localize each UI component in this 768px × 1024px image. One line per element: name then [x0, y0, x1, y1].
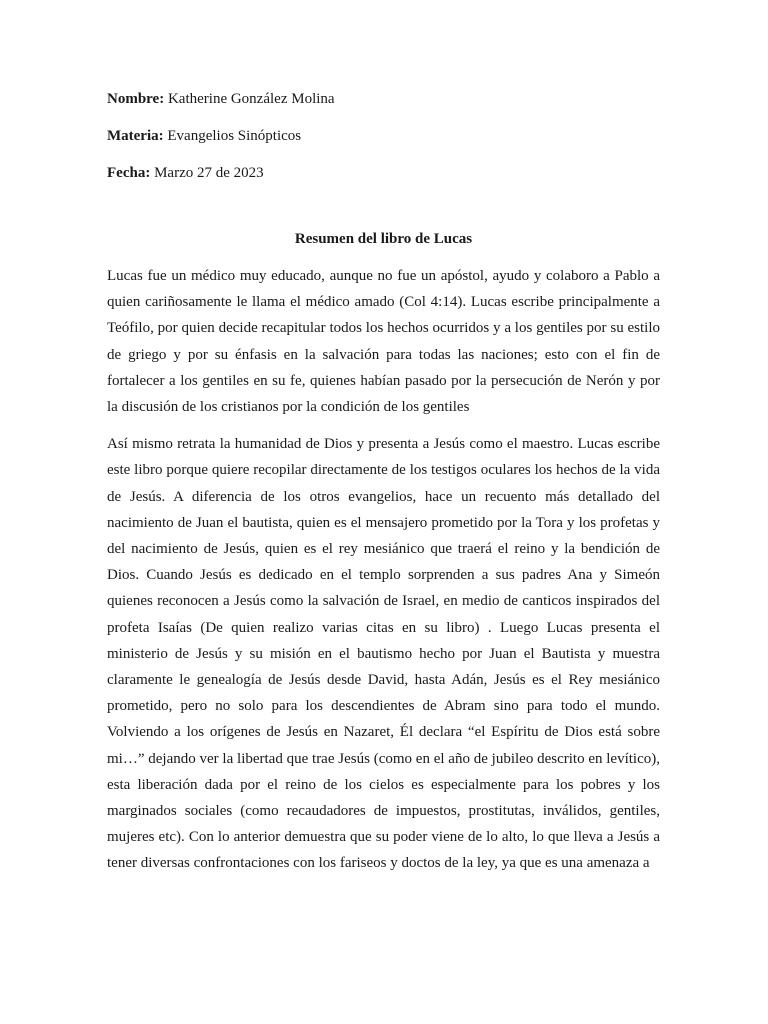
subject-line — [107, 125, 660, 147]
paragraph-1: Lucas fue un médico muy educado, aunque no fue un apóstol, ayudo y colaboro a Pablo a quien cariñosamente le llama el médico amado (Col 4:14). Lucas escribe principalmente a Teófilo, por quien decide recapitular todos los hechos ocurridos y a los gentiles por su estilo de griego y por su énfasis en la salvación para todas las naciones; esto con el fin de fortalecer a los gentiles en su fe, quienes habían pasado por la persecución de Nerón y por la discusión de los cristianos por la condición de los gentiles — [107, 268, 660, 416]
subject-label: Materia: — [107, 128, 164, 144]
name-value: Katherine González Molina — [164, 91, 335, 107]
date-value: Marzo 27 de 2023 — [150, 165, 264, 181]
name-label: Nombre: — [107, 91, 165, 107]
subject-value: Evangelios Sinópticos — [163, 128, 302, 144]
document-page — [107, 88, 660, 888]
date-line — [107, 162, 660, 184]
name-line — [107, 88, 660, 110]
date-label: Fecha: — [107, 165, 151, 181]
paragraph-2: Así mismo retrata la humanidad de Dios y presenta a Jesús como el maestro. Lucas escribe este libro porque quiere recopilar directamente de los testigos oculares los hechos de la vida de Jesús. A diferencia de los otros evangelios, hace un recuento más detallado del nacimiento de Juan el bautista, quien es el mensajero prometido por la Tora y los profetas y del nacimiento de Jesús, quien es el rey mesiánico que traerá el reino y la bendición de Dios. Cuando Jesús es dedicado en el templo sorprenden a sus padres Ana y Simeón quienes reconocen a Jesús como la salvación de Israel, en medio de canticos inspirados del profeta Isaías (De quien realizo varias citas en su libro) . Luego Lucas presenta el ministerio de Jesús y su misión en el bautismo hecho por Juan el Bautista y muestra claramente le genealogía de Jesús desde David, hasta Adán, Jesús es el Rey mesiánico prometido, pero no solo para los descendientes de Abram sino para todo el mundo. Volviendo a los orígenes de Jesús en Nazaret, Él declara “el Espíritu de Dios está sobre mi…” dejando ver la libertad que trae Jesús (como en el año de jubileo descrito en levítico), esta liberación dada por el reino de los cielos es especialmente para los pobres y los marginados sociales (como recaudadores de impuestos, prostitutas, inválidos, gentiles, mujeres etc). Con lo anterior demuestra que su poder viene de lo alto, lo que lleva a Jesús a tener diversas confrontaciones con los fariseos y doctos de la ley, ya que es una amenaza a — [107, 436, 660, 872]
document-title: Resumen del libro de Lucas — [294, 231, 473, 247]
